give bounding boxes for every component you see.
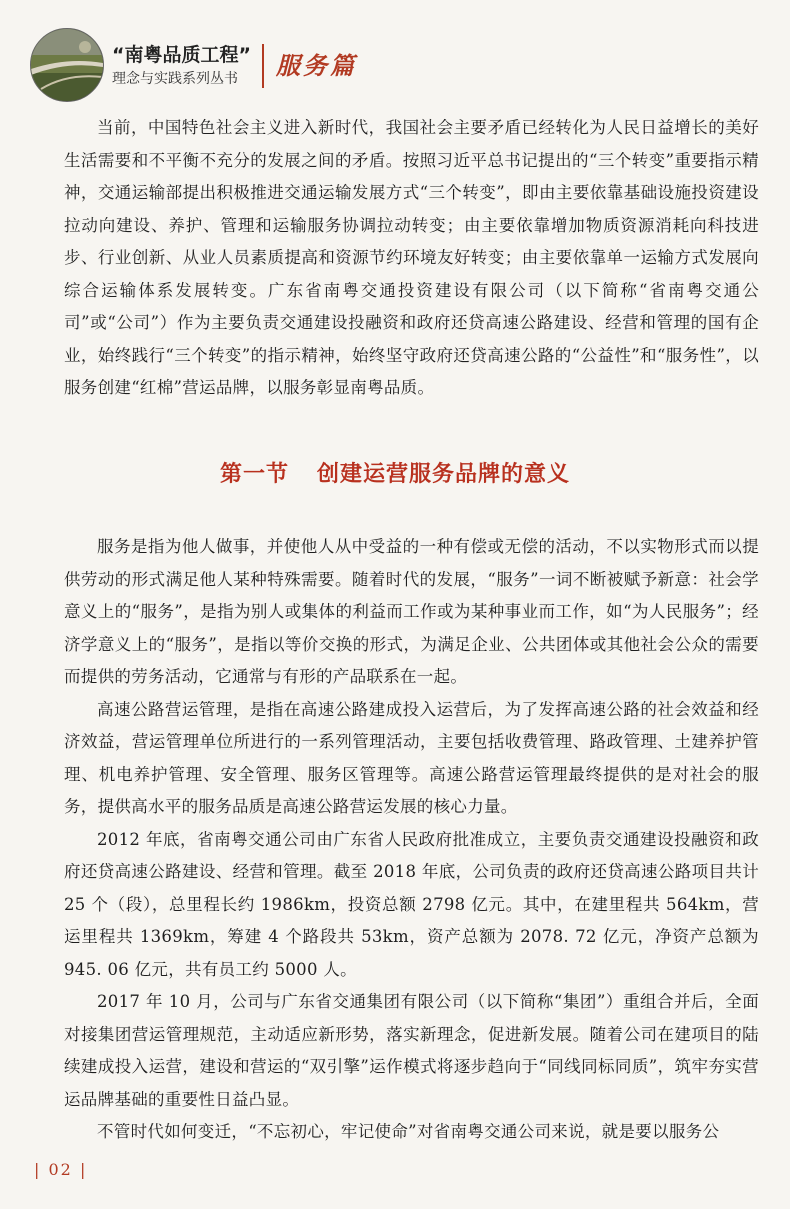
paragraph: 2017 年 10 月，公司与广东省交通集团有限公司（以下简称“集团”）重组合并后，全面对接集团营运管理规范，主动适应新形势，落实新理念，促进新发展。随着公司在建项目的陆续建成投入运营，建设和营运的“双引擎”运作模式将逐步趋向于“同线同标同质”，筑牢夯实营运品牌基础的重要性日益凸显。 [64,992,759,1109]
page-header [30,24,450,104]
paragraph: 高速公路营运管理，是指在高速公路建成投入运营后，为了发挥高速公路的社会效益和经济效益，营运管理单位所进行的一系列管理活动，主要包括收费管理、路政管理、土建养护管理、机电养护管理、安全管理、服务区管理等。高速公路营运管理最终提供的是对社会的服务，提供高水平的服务品质是高速公路营运发展的核心力量。 [64,699,759,816]
paragraph: 2012 年底，省南粤交通公司由广东省人民政府批准成立，主要负责交通建设投融资和政府还贷高速公路建设、经营和管理。截至 2018 年底，公司负责的政府还贷高速公路项目共计 25 个（段），总里程长约 1986km，投资总额 2798 亿元。其中，在建里程共 564km，营运里程共 1369km，筹建 4 个路段共 53km，资产总额为 2078. 72 亿元，净资产总额为 945. 06 亿元，共有员工约 5000 人。 [64,829,759,979]
page-number-right-bar: | [79,1160,88,1179]
section-title: 创建运营服务品牌的意义 [317,462,571,487]
intro-paragraph: 当前，中国特色社会主义进入新时代，我国社会主要矛盾已经转化为人民日益增长的美好生活需要和不平衡不充分的发展之间的矛盾。按照习近平总书记提出的“三个转变”重要指示精神，交通运输部提出积极推进交通运输发展方式“三个转变”，即由主要依靠基础设施投资建设拉动向建设、养护、管理和运输服务协调拉动转变；由主要依靠增加物质资源消耗向科技进步、行业创新、从业人员素质提高和资源节约环境友好转变；由主要依靠单一运输方式发展向综合运输体系发展转变。广东省南粤交通投资建设有限公司（以下简称“省南粤交通公司”或“公司”）作为主要负责交通建设投融资和政府还贷高速公路建设、经营和管理的国有企业，始终践行“三个转变”的指示精神，始终坚守政府还贷高速公路的“公益性”和“服务性”，以服务创建“红棉”营运品牌，以服务彰显南粤品质。 [64,118,759,397]
page-number [34,1160,87,1179]
section-number: 第一节 [219,462,289,487]
page-number-value: 02 [48,1160,73,1179]
paragraph: 不管时代如何变迁，“不忘初心，牢记使命”对省南粤交通公司来说，就是要以服务公 [97,1122,720,1141]
page-number-left-bar: | [34,1160,42,1179]
series-logo-emblem [30,28,104,102]
main-text-block [64,531,759,1149]
volume-title: 服务篇 [276,51,357,80]
paragraph: 服务是指为他人做事，并使他人从中受益的一种有偿或无偿的活动，不以实物形式而以提供劳动的形式满足他人某种特殊需要。随着时代的发展，“服务”一词不断被赋予新意：社会学意义上的“服务”，是指为别人或集体的利益而工作或为某种事业而工作，如“为人民服务”；经济学意义上的“服务”，是指以等价交换的形式，为满足企业、公共团体或其他社会公众的需要而提供的劳务活动，它通常与有形的产品联系在一起。 [64,537,759,686]
header-divider [262,44,264,88]
series-title: “南粤品质工程” [112,44,251,66]
highway-photo-icon [31,29,103,101]
intro-text-block [64,112,759,405]
series-subtitle: 理念与实践系列丛书 [112,71,238,87]
section-heading [0,457,790,488]
